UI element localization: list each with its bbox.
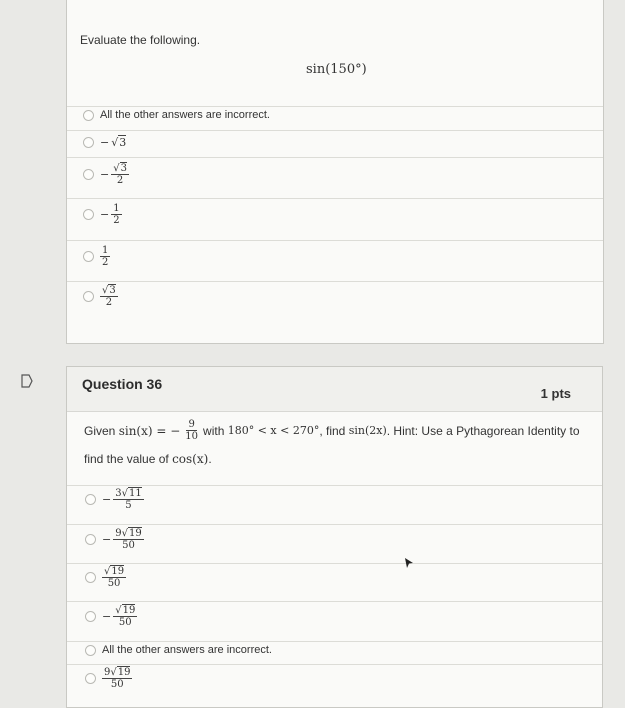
denominator: 50: [107, 578, 121, 589]
denominator: 10: [185, 431, 199, 442]
radicand: 19: [122, 605, 136, 616]
prompt-math: 180° < x < 270°: [227, 424, 320, 437]
numerator: 1: [113, 203, 120, 214]
question-35-card: [66, 0, 604, 344]
fraction: $\frac{√3}{2}$: [102, 285, 116, 308]
fraction: [111, 203, 121, 226]
radicand: 19: [128, 528, 142, 539]
option-label: All the other answers are incorrect.: [102, 644, 272, 656]
question-points: 1 pts: [540, 386, 571, 401]
question-header: [67, 367, 602, 412]
option-label: All the other answers are incorrect.: [100, 109, 270, 121]
fraction: $\frac{√3}{2}$: [113, 163, 127, 186]
prompt-text: .: [208, 452, 212, 466]
radicand: 3: [109, 285, 116, 296]
answer-option-all-incorrect[interactable]: [83, 109, 270, 121]
prompt-text: . Hint: Use a Pythagorean Identity to: [386, 423, 580, 438]
radio-button[interactable]: [85, 494, 96, 505]
divider: [67, 664, 602, 665]
prompt-math: sin(2x): [348, 424, 387, 437]
prompt-text: , find: [319, 423, 346, 438]
denominator: 50: [118, 617, 132, 628]
radicand: 11: [128, 488, 142, 499]
divider: [67, 240, 603, 241]
fraction: $\frac{9√19}{50}$: [104, 667, 131, 690]
answer-option-neg-sqrt3[interactable]: [83, 136, 126, 149]
answer-option-a[interactable]: [85, 488, 144, 511]
denominator: 50: [110, 679, 124, 690]
radio-button[interactable]: [85, 534, 96, 545]
divider: [67, 524, 602, 525]
minus-sign: −: [102, 533, 112, 546]
divider: [67, 281, 603, 282]
fraction: $\frac{√19}{50}$: [104, 566, 125, 589]
minus-sign: −: [100, 208, 110, 221]
minus-sign: −: [102, 493, 112, 506]
divider: [67, 157, 603, 158]
minus-sign: −: [100, 168, 110, 181]
answer-option-neg-one-half[interactable]: [83, 203, 122, 226]
numerator: 9: [188, 419, 195, 430]
minus-sign: −: [100, 136, 110, 149]
denominator: 50: [122, 540, 135, 551]
fraction: $\frac{9√19}{50}$: [115, 528, 142, 551]
divider: [67, 130, 603, 131]
bookmark-icon[interactable]: [20, 374, 34, 388]
radio-button[interactable]: [85, 572, 96, 583]
radicand: 3: [120, 163, 127, 174]
mouse-cursor-icon: [404, 557, 414, 569]
answer-option-neg-sqrt3-over-2[interactable]: [83, 163, 129, 186]
coefficient: 3: [115, 488, 122, 499]
numerator: 1: [102, 245, 109, 256]
prompt-math: sin(x) = −: [118, 423, 181, 438]
denominator: 2: [113, 215, 120, 226]
denominator: 2: [105, 297, 113, 308]
question-35-expression: sin(150°): [306, 62, 367, 77]
question-36-prompt-line1: [84, 419, 580, 442]
divider: [67, 106, 603, 107]
coefficient: 9: [104, 667, 111, 678]
question-36-prompt-line2: [84, 452, 212, 466]
divider: [67, 198, 603, 199]
answer-option-b[interactable]: [85, 528, 144, 551]
denominator: 2: [116, 175, 124, 186]
radio-button[interactable]: [83, 169, 94, 180]
radio-button[interactable]: [83, 110, 94, 121]
denominator: 5: [125, 500, 132, 511]
radio-button[interactable]: [83, 291, 94, 302]
radio-button[interactable]: [85, 611, 96, 622]
answer-option-sqrt3-over-2[interactable]: [83, 285, 118, 308]
fraction: [100, 245, 110, 268]
prompt-math: cos(x): [172, 452, 209, 466]
question-36-card: [66, 366, 603, 708]
answer-option-d[interactable]: [85, 605, 137, 628]
coefficient: 9: [115, 528, 122, 539]
question-35-prompt: Evaluate the following.: [80, 33, 201, 47]
answer-option-f[interactable]: [85, 667, 132, 690]
question-title: Question 36: [82, 376, 163, 392]
divider: [67, 563, 602, 564]
radicand: 19: [117, 667, 131, 678]
prompt-fraction: [183, 419, 200, 442]
answer-option-one-half[interactable]: [83, 245, 110, 268]
prompt-text: find the value of: [84, 452, 169, 466]
divider: [67, 485, 602, 486]
radicand: 3: [119, 136, 127, 149]
denominator: 2: [102, 257, 109, 268]
answer-option-c[interactable]: [85, 566, 126, 589]
minus-sign: −: [102, 610, 112, 623]
radio-button[interactable]: [83, 251, 94, 262]
radio-button[interactable]: [85, 673, 96, 684]
divider: [67, 641, 602, 642]
prompt-text: with: [203, 423, 225, 438]
fraction: $\frac{√19}{50}$: [115, 605, 136, 628]
sqrt-expression: √3: [111, 136, 127, 149]
fraction: $\frac{3√11}{5}$: [115, 488, 142, 511]
radicand: 19: [111, 566, 125, 577]
divider: [67, 601, 602, 602]
radio-button[interactable]: [85, 645, 96, 656]
radio-button[interactable]: [83, 209, 94, 220]
radio-button[interactable]: [83, 137, 94, 148]
prompt-text: Given: [84, 423, 116, 438]
answer-option-e[interactable]: [85, 644, 272, 656]
